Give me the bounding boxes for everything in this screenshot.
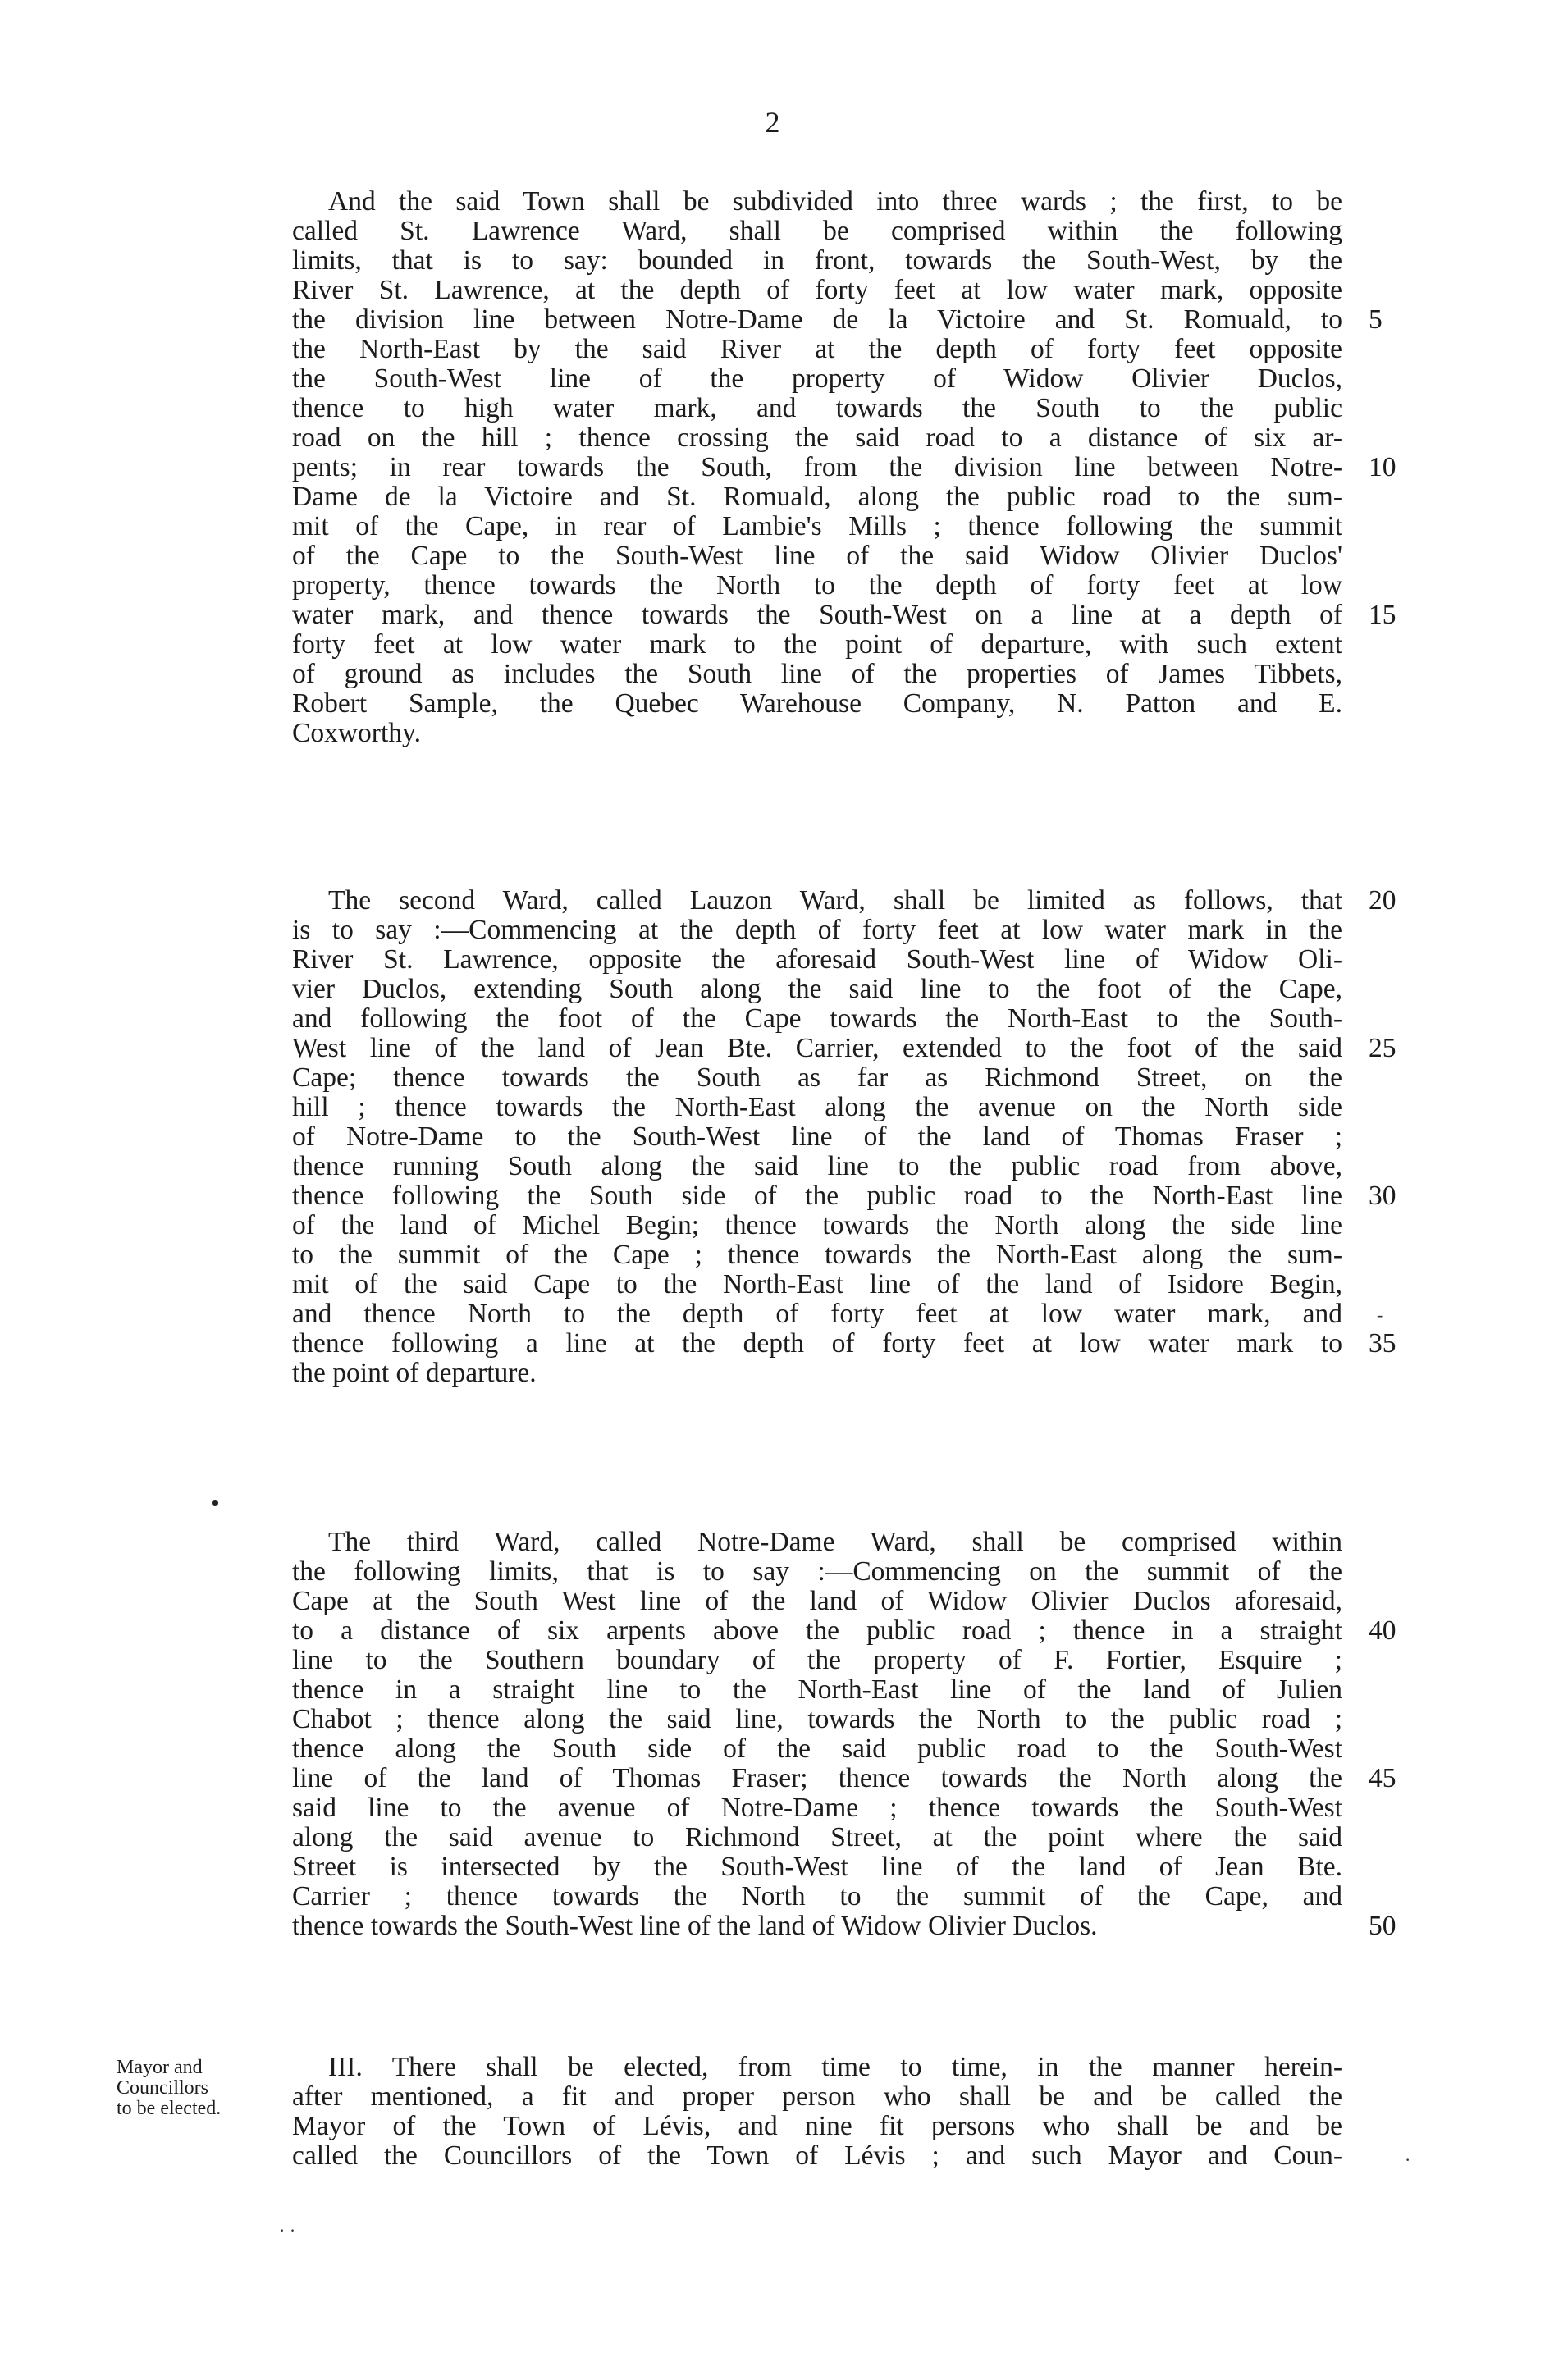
text-line: III. There shall be elected, from time to time, in the manner herein- — [328, 2052, 1342, 2082]
text-line: mit of the said Cape to the North-East line of the land of Isidore Begin, — [292, 1269, 1342, 1300]
text-line: The third Ward, called Notre-Dame Ward, shall be comprised within — [328, 1527, 1342, 1557]
text-line: called the Councillors of the Town of Lévis ; and such Mayor and Coun- — [292, 2140, 1342, 2171]
text-line: Dame de la Victoire and St. Romuald, along the public road to the sum- — [292, 482, 1342, 512]
line-number: 20 — [1369, 885, 1396, 916]
text-line: of the Cape to the South-West line of the said Widow Olivier Duclos' — [292, 541, 1342, 571]
text-line: and following the foot of the Cape towards the North-East to the South- — [292, 1003, 1342, 1034]
text-line: hill ; thence towards the North-East along the avenue on the North side — [292, 1092, 1342, 1122]
text-line: the point of departure. — [292, 1358, 537, 1388]
text-line: Coxworthy. — [292, 718, 421, 748]
text-line: called St. Lawrence Ward, shall be comprised within the following — [292, 216, 1342, 246]
text-line: road on the hill ; thence crossing the said road to a distance of six ar- — [292, 423, 1342, 453]
line-number: 30 — [1369, 1181, 1396, 1211]
text-line: the division line between Notre-Dame de la Victoire and St. Romuald, to — [292, 304, 1342, 335]
text-line: vier Duclos, extending South along the said line to the foot of the Cape, — [292, 974, 1342, 1004]
text-line: River St. Lawrence, opposite the aforesaid South-West line of Widow Oli- — [292, 944, 1342, 975]
text-line: Robert Sample, the Quebec Warehouse Company, N. Patton and E. — [292, 688, 1342, 719]
margin-note-line: Councillors — [117, 2077, 208, 2099]
line-number: 10 — [1369, 452, 1396, 482]
text-line: thence running South along the said line to the public road from above, — [292, 1151, 1342, 1181]
print-mark-tick: · · — [279, 2220, 296, 2241]
text-line: Carrier ; thence towards the North to the summit of the Cape, and — [292, 1881, 1342, 1912]
margin-note-line: to be elected. — [117, 2098, 222, 2119]
text-line: is to say :—Commencing at the depth of forty feet at low water mark in the — [292, 915, 1342, 945]
text-line: thence following a line at the depth of forty feet at low water mark to — [292, 1328, 1342, 1359]
text-line: of ground as includes the South line of the properties of James Tibbets, — [292, 659, 1342, 689]
text-line: the North-East by the said River at the depth of forty feet opposite — [292, 334, 1342, 364]
text-line: And the said Town shall be subdivided into three wards ; the first, to be — [328, 186, 1342, 217]
text-line: along the said avenue to Richmond Street, at the point where the said — [292, 1822, 1342, 1852]
text-line: Cape at the South West line of the land of Widow Olivier Duclos aforesaid, — [292, 1586, 1342, 1616]
text-line: property, thence towards the North to the depth of forty feet at low — [292, 570, 1342, 601]
text-line: thence along the South side of the said public road to the South-West — [292, 1734, 1342, 1764]
text-line: thence in a straight line to the North-East line of the land of Julien — [292, 1674, 1342, 1705]
line-number: 40 — [1369, 1615, 1396, 1646]
text-line: of Notre-Dame to the South-West line of the land of Thomas Fraser ; — [292, 1121, 1342, 1152]
line-number: 25 — [1369, 1033, 1396, 1063]
text-line: after mentioned, a fit and proper person who shall be and be called the — [292, 2081, 1342, 2112]
text-line: West line of the land of Jean Bte. Carrier, extended to the foot of the said — [292, 1033, 1342, 1063]
text-line: of the land of Michel Begin; thence towards the North along the side line — [292, 1210, 1342, 1240]
text-line: line to the Southern boundary of the property of F. Fortier, Esquire ; — [292, 1645, 1342, 1675]
line-number: 35 — [1369, 1328, 1396, 1359]
text-line: to the summit of the Cape ; thence towards the North-East along the sum- — [292, 1240, 1342, 1270]
print-mark-tick: · — [1405, 2149, 1411, 2170]
text-line: line of the land of Thomas Fraser; thence towards the North along the — [292, 1763, 1342, 1793]
text-line: The second Ward, called Lauzon Ward, shall be limited as follows, that — [328, 885, 1342, 916]
text-line: and thence North to the depth of forty feet at low water mark, and — [292, 1299, 1342, 1329]
text-line: limits, that is to say: bounded in front, towards the South-West, by the — [292, 245, 1342, 276]
text-line: Cape; thence towards the South as far as Richmond Street, on the — [292, 1062, 1342, 1093]
line-number: 45 — [1369, 1763, 1396, 1793]
line-number: 5 — [1369, 304, 1383, 335]
text-line: thence following the South side of the public road to the North-East line — [292, 1181, 1342, 1211]
text-line: River St. Lawrence, at the depth of forty feet at low water mark, opposite — [292, 275, 1342, 305]
line-number: 15 — [1369, 600, 1396, 630]
text-line: the South-West line of the property of Widow Olivier Duclos, — [292, 363, 1342, 394]
text-line: Street is intersected by the South-West line of the land of Jean Bte. — [292, 1852, 1342, 1882]
text-line: said line to the avenue of Notre-Dame ; thence towards the South-West — [292, 1793, 1342, 1823]
text-line: thence towards the South-West line of the land of Widow Olivier Duclos. — [292, 1911, 1098, 1941]
margin-note-line: Mayor and — [117, 2057, 203, 2078]
text-line: mit of the Cape, in rear of Lambie's Mills ; thence following the summit — [292, 511, 1342, 541]
text-line: water mark, and thence towards the South-West on a line at a depth of — [292, 600, 1342, 630]
text-line: pents; in rear towards the South, from the division line between Notre- — [292, 452, 1342, 482]
print-mark-tick: - — [1377, 1304, 1383, 1325]
text-line: thence to high water mark, and towards the South to the public — [292, 393, 1342, 423]
line-number: 50 — [1369, 1911, 1396, 1941]
text-line: to a distance of six arpents above the public road ; thence in a straight — [292, 1615, 1342, 1646]
margin-note — [117, 2058, 281, 2119]
text-line: the following limits, that is to say :—Commencing on the summit of the — [292, 1556, 1342, 1587]
print-mark-dot — [212, 1500, 218, 1506]
text-line: Mayor of the Town of Lévis, and nine fit persons who shall be and be — [292, 2111, 1342, 2141]
text-line: Chabot ; thence along the said line, towards the North to the public road ; — [292, 1704, 1342, 1734]
page-number: 2 — [765, 106, 780, 139]
text-line: forty feet at low water mark to the point of departure, with such extent — [292, 629, 1342, 660]
